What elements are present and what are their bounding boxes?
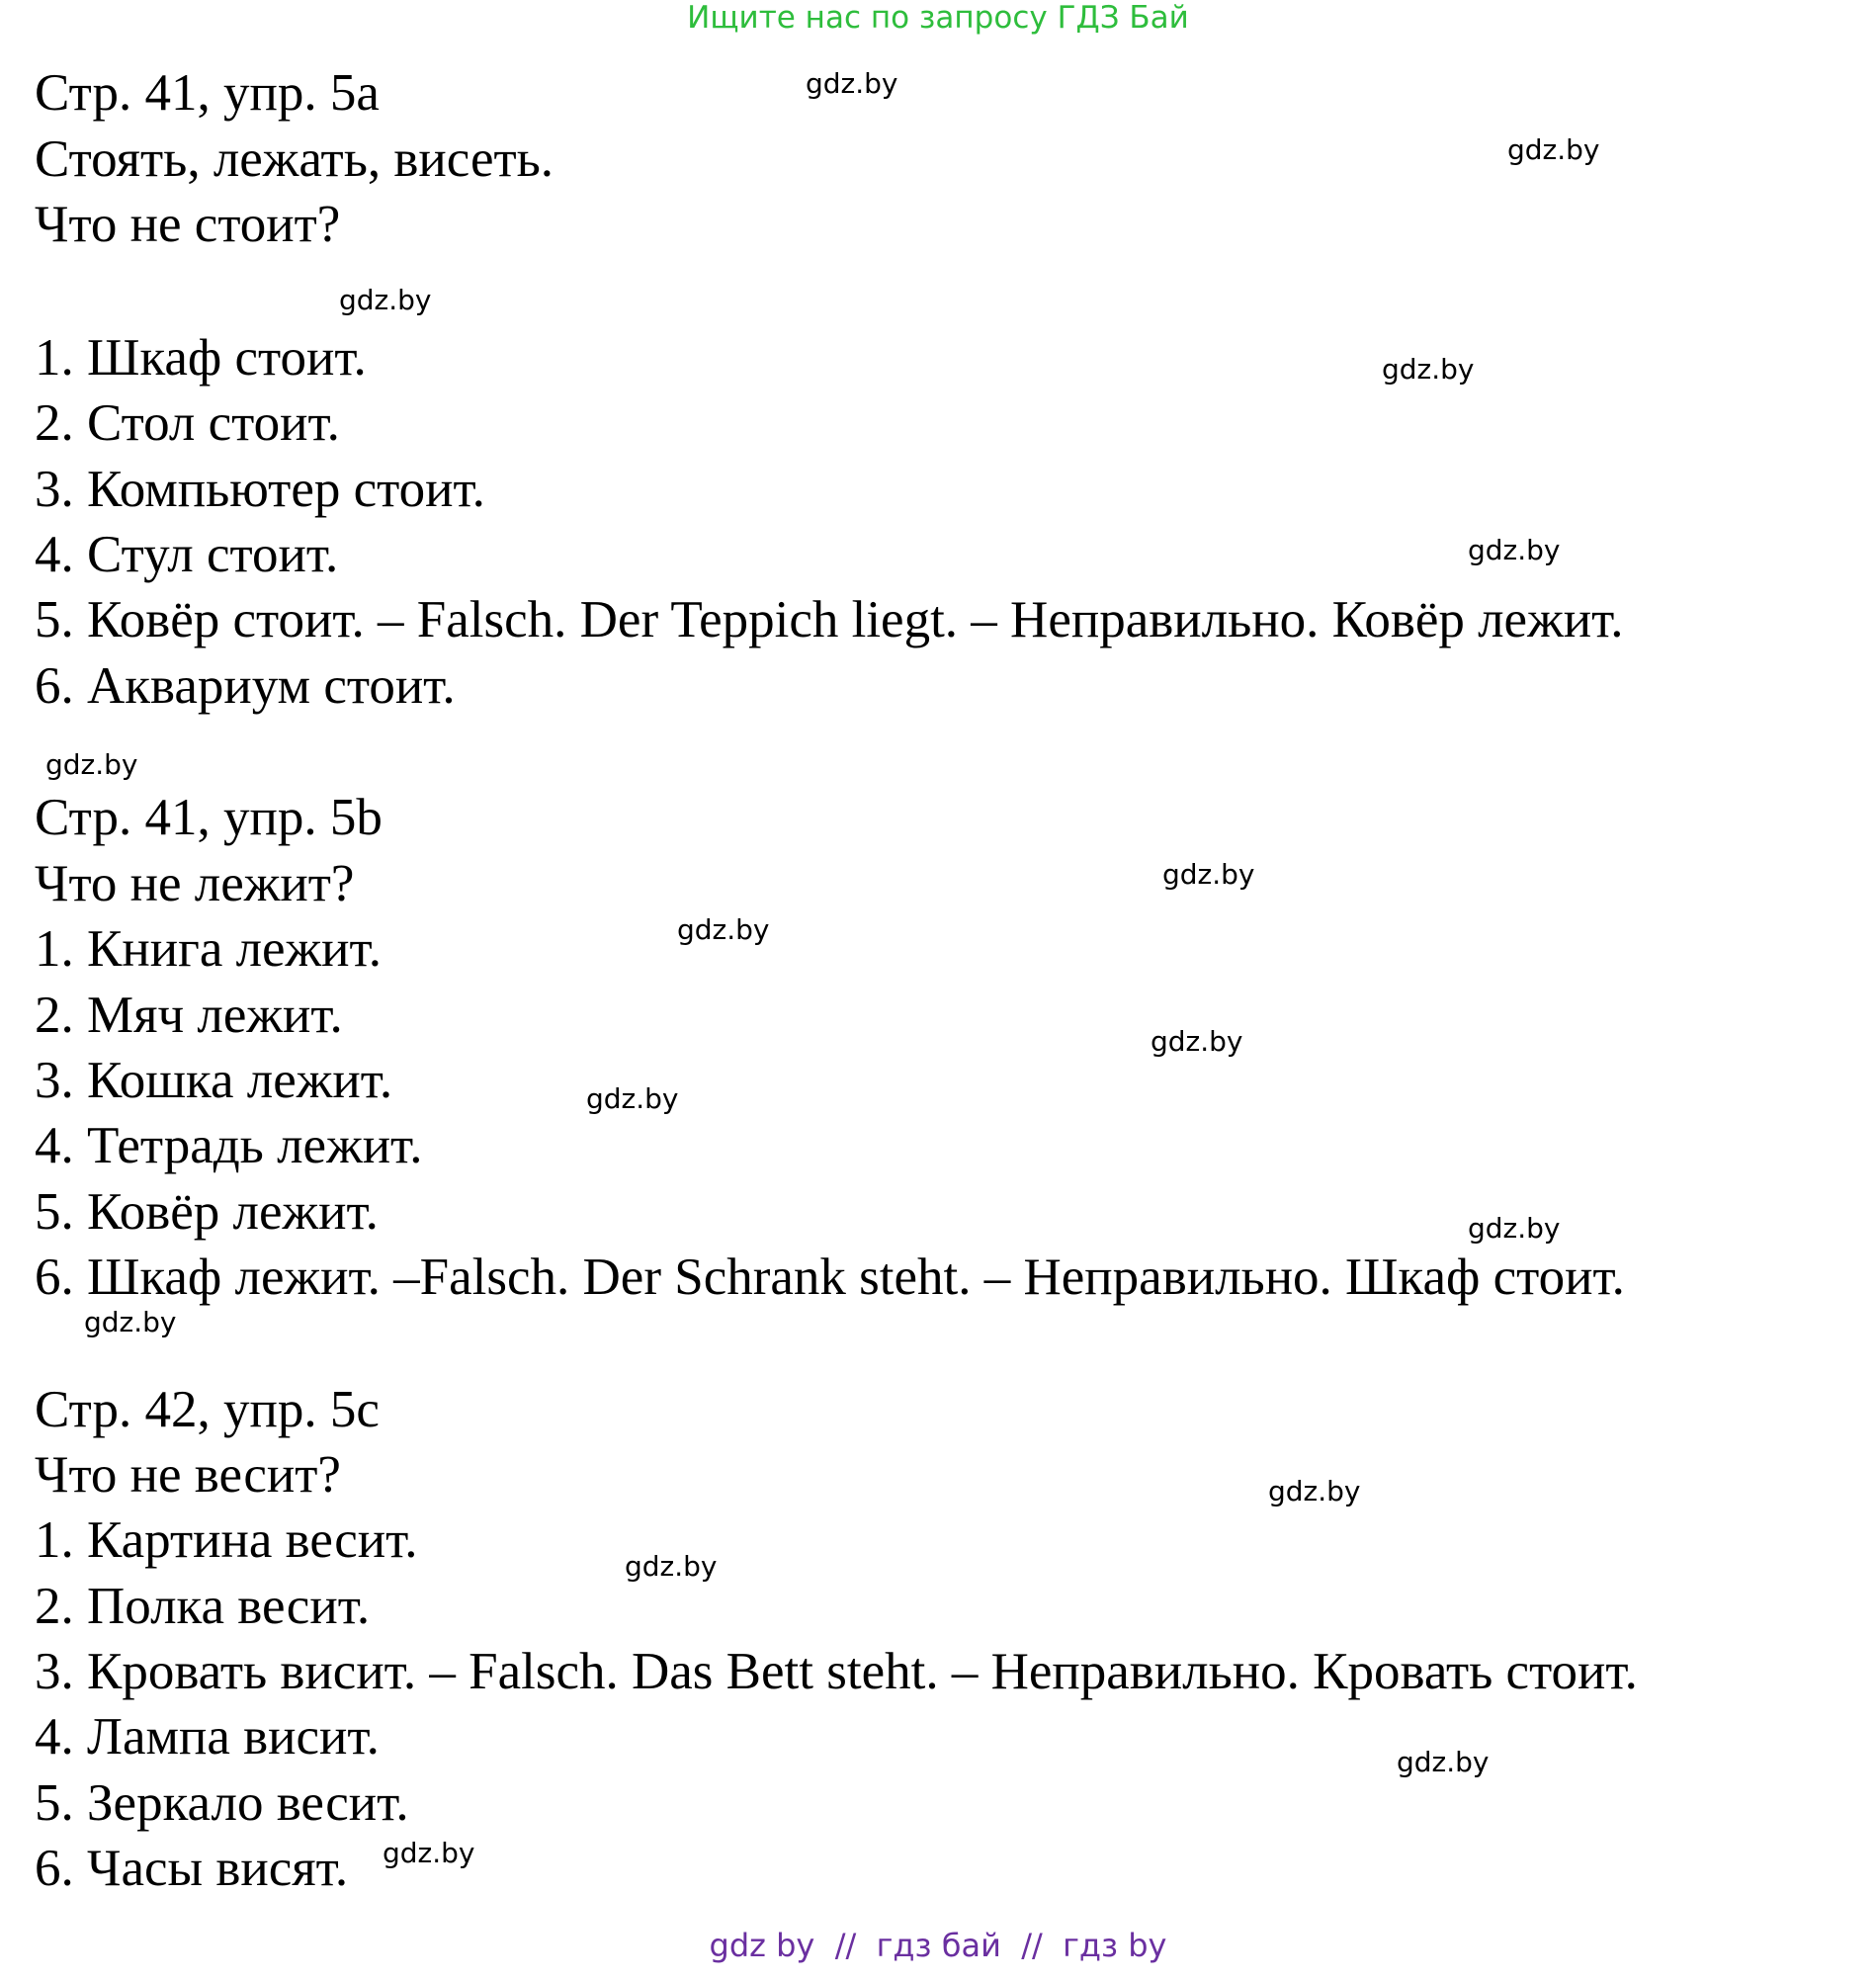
watermark: gdz.by: [339, 284, 432, 316]
watermark: gdz.by: [84, 1306, 177, 1338]
section-5c-item-5: 5. Зеркало весит.: [35, 1774, 409, 1832]
watermark: gdz.by: [383, 1837, 475, 1869]
section-5c-item-4: 4. Лампа висит.: [35, 1708, 380, 1766]
watermark: gdz.by: [45, 748, 138, 781]
section-5a-item-5: 5. Ковёр стоит. – Falsch. Der Teppich liegt. – Неправильно. Ковёр лежит.: [35, 591, 1624, 648]
watermark: gdz.by: [1507, 133, 1600, 166]
section-5b-item-1: 1. Книга лежит.: [35, 920, 382, 978]
section-5b-item-5: 5. Ковёр лежит.: [35, 1183, 379, 1241]
section-5b-item-6: 6. Шкаф лежит. –Falsch. Der Schrank steht. – Неправильно. Шкаф стоит.: [35, 1249, 1625, 1306]
top-banner[interactable]: Ищите нас по запросу ГДЗ Бай: [687, 0, 1189, 36]
watermark: gdz.by: [1468, 1212, 1561, 1245]
section-5c-item-3: 3. Кровать висит. – Falsch. Das Bett steht. – Неправильно. Кровать стоит.: [35, 1643, 1638, 1700]
watermark: gdz.by: [1162, 858, 1255, 891]
section-5a-heading: Стр. 41, упр. 5a: [35, 64, 380, 122]
section-5c-item-2: 2. Полка весит.: [35, 1578, 371, 1635]
watermark: gdz.by: [677, 913, 770, 946]
section-5b-question: Что не лежит?: [35, 855, 355, 912]
section-5c-question: Что не весит?: [35, 1446, 341, 1504]
section-5a-question: Что не стоит?: [35, 196, 341, 253]
section-5b-heading: Стр. 41, упр. 5b: [35, 789, 383, 846]
section-5b-item-2: 2. Мяч лежит.: [35, 987, 343, 1044]
section-5a-item-3: 3. Компьютер стоит.: [35, 461, 485, 518]
section-5a-item-6: 6. Аквариум стоит.: [35, 657, 456, 715]
watermark: gdz.by: [1397, 1746, 1490, 1778]
watermark: gdz.by: [586, 1082, 679, 1115]
section-5a-item-1: 1. Шкаф стоит.: [35, 329, 367, 387]
watermark: gdz.by: [625, 1550, 718, 1583]
watermark: gdz.by: [1268, 1475, 1361, 1507]
section-5c-item-1: 1. Картина весит.: [35, 1511, 418, 1569]
watermark: gdz.by: [1382, 353, 1475, 386]
section-5a-item-4: 4. Стул стоит.: [35, 526, 339, 583]
footer-links[interactable]: gdz by // гдз бай // гдз by: [709, 1927, 1167, 1964]
watermark: gdz.by: [806, 67, 898, 100]
section-5b-item-3: 3. Кошка лежит.: [35, 1052, 393, 1109]
section-5c-heading: Стр. 42, упр. 5c: [35, 1381, 380, 1438]
section-5a-subtitle: Стоять, лежать, висеть.: [35, 130, 554, 188]
section-5a-item-2: 2. Стол стоит.: [35, 394, 340, 452]
watermark: gdz.by: [1468, 534, 1561, 566]
watermark: gdz.by: [1151, 1025, 1243, 1058]
section-5b-item-4: 4. Тетрадь лежит.: [35, 1117, 423, 1174]
section-5c-item-6: 6. Часы висят.: [35, 1840, 349, 1897]
